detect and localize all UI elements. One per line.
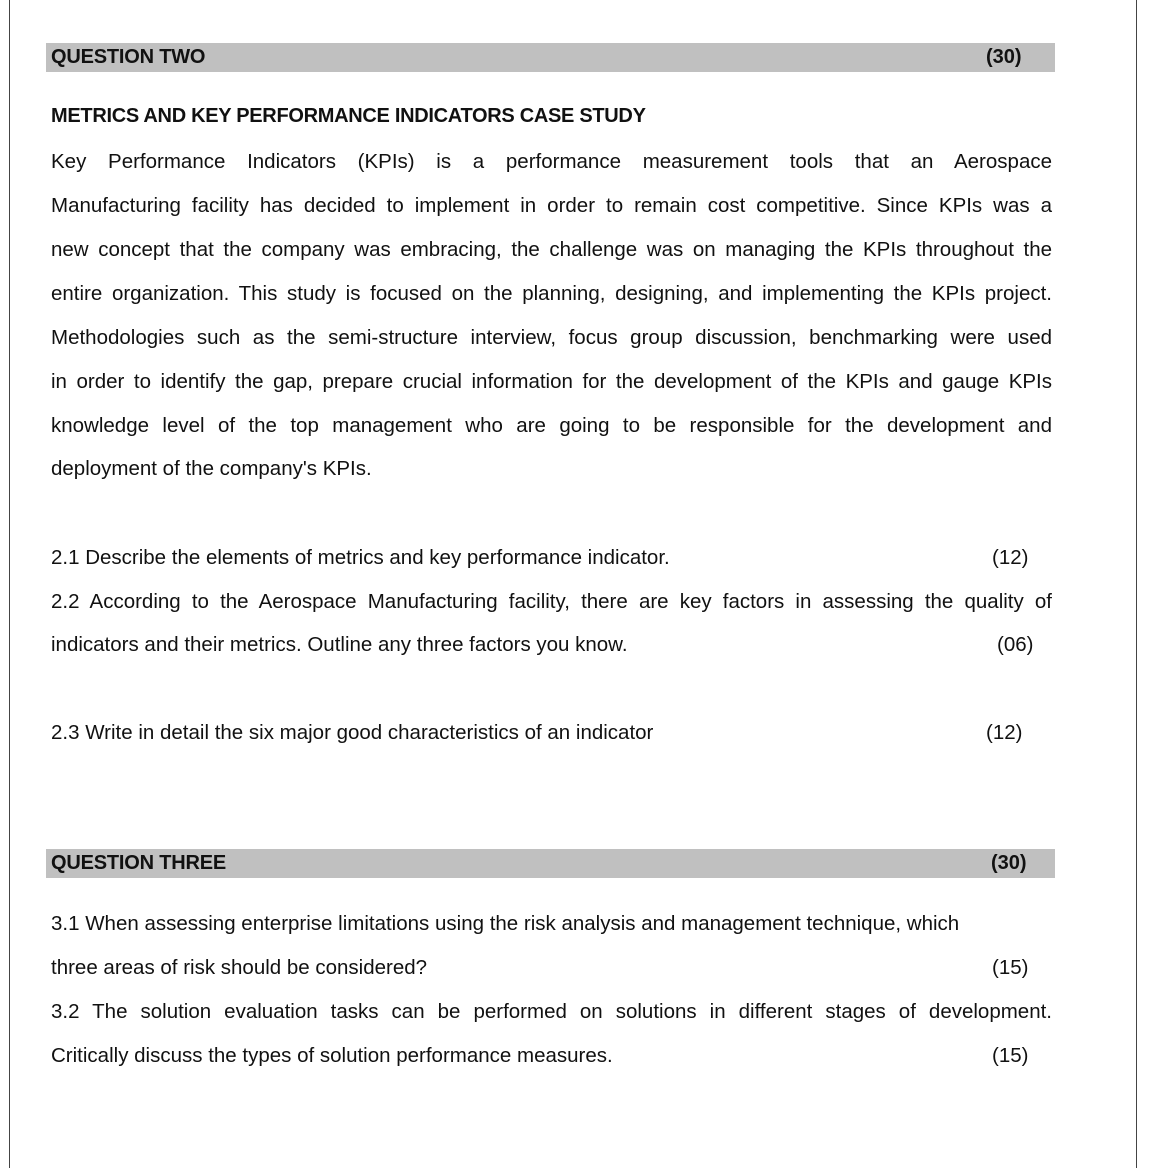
paragraph-line: entire organization. This study is focused on the planning, designing, and implementing the KPIs project. [51, 282, 1052, 305]
question-3-1-marks: (15) [992, 956, 1029, 979]
question-3-2-line-1: 3.2 The solution evaluation tasks can be performed on solutions in different stages of development. [51, 1000, 1052, 1023]
question-2-1-marks: (12) [992, 546, 1029, 569]
question-2-1-text: 2.1 Describe the elements of metrics and key performance indicator. [51, 546, 670, 569]
question-two-header [46, 43, 1055, 72]
question-2-2-marks: (06) [997, 633, 1034, 656]
paragraph-line: in order to identify the gap, prepare crucial information for the development of the KPIs and gauge KPIs [51, 370, 1052, 393]
paragraph-line: knowledge level of the top management who are going to be responsible for the development and [51, 414, 1052, 437]
question-2-2-line-2: indicators and their metrics. Outline any three factors you know. [51, 633, 628, 656]
page-border-right [1136, 0, 1137, 1168]
paragraph-line: new concept that the company was embracing, the challenge was on managing the KPIs throughout the [51, 238, 1052, 261]
question-three-marks: (30) [991, 852, 1027, 874]
question-3-2-marks: (15) [992, 1044, 1029, 1067]
question-2-3-marks: (12) [986, 721, 1023, 744]
paragraph-line: Key Performance Indicators (KPIs) is a performance measurement tools that an Aerospace [51, 150, 1052, 173]
question-2-2-line-1: 2.2 According to the Aerospace Manufacturing facility, there are key factors in assessing the quality of [51, 590, 1052, 613]
question-two-marks: (30) [986, 46, 1022, 68]
question-3-1-line-2: three areas of risk should be considered? [51, 956, 428, 979]
paragraph-line: Manufacturing facility has decided to implement in order to remain cost competitive. Since KPIs was a [51, 194, 1052, 217]
case-study-title: METRICS AND KEY PERFORMANCE INDICATORS CASE STUDY [51, 105, 646, 127]
question-three-title: QUESTION THREE [51, 852, 226, 874]
page-border-left [9, 0, 10, 1168]
question-3-1-line-1: 3.1 When assessing enterprise limitations using the risk analysis and management technique, which [51, 912, 960, 935]
question-two-title: QUESTION TWO [51, 46, 206, 68]
question-3-2-line-2: Critically discuss the types of solution performance measures. [51, 1044, 613, 1067]
question-2-3-text: 2.3 Write in detail the six major good characteristics of an indicator [51, 721, 654, 744]
question-three-header [46, 849, 1055, 878]
paragraph-line: Methodologies such as the semi-structure interview, focus group discussion, benchmarking were used [51, 326, 1052, 349]
paragraph-line: deployment of the company's KPIs. [51, 457, 372, 480]
